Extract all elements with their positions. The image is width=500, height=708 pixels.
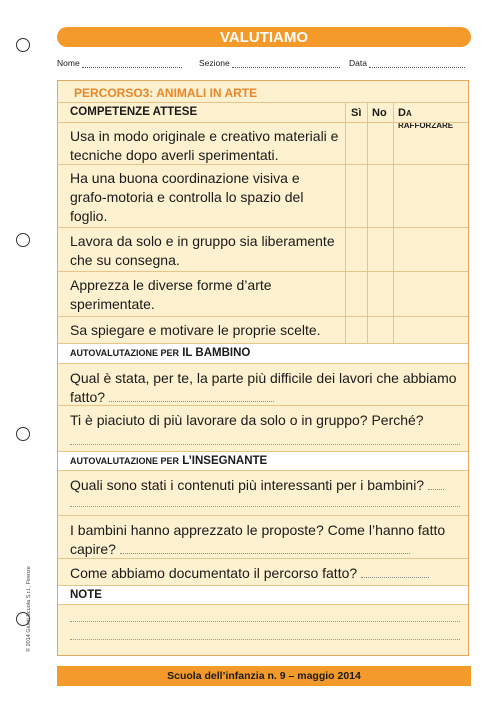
competenza-text: Lavora da solo e in gruppo sia liberamente che su consegna. xyxy=(70,233,335,268)
percorso-row xyxy=(58,81,468,102)
section-field[interactable] xyxy=(199,58,340,68)
competenza-text: Sa spiegare e motivare le proprie scelte. xyxy=(70,322,321,338)
checkbox-no[interactable] xyxy=(367,228,368,271)
evaluation-card xyxy=(57,80,469,656)
competenza-row xyxy=(58,164,468,227)
question-row[interactable] xyxy=(58,558,468,585)
binder-hole-3 xyxy=(16,427,30,441)
competenze-heading: COMPETENZE ATTESE xyxy=(70,106,198,118)
question-row[interactable] xyxy=(58,515,468,558)
competenza-row xyxy=(58,271,468,316)
question-row[interactable] xyxy=(58,363,468,405)
section-header-insegnante xyxy=(58,451,468,470)
checkbox-no[interactable] xyxy=(367,123,368,164)
date-label: Data xyxy=(349,58,367,68)
binder-hole-1 xyxy=(16,38,30,52)
percorso-title: PERCORSO3: ANIMALI IN ARTE xyxy=(74,86,258,100)
section-heading-small: AUTOVALUTAZIONE PER xyxy=(70,456,180,466)
checkbox-rafforzare[interactable] xyxy=(393,123,394,164)
question-text: Quali sono stati i contenuti più interessanti per i bambini? xyxy=(70,476,462,495)
checkbox-no[interactable] xyxy=(367,317,368,343)
section-header-bambino xyxy=(58,343,468,363)
name-field[interactable] xyxy=(57,58,182,68)
checkbox-rafforzare[interactable] xyxy=(393,165,394,227)
question-text: Qual è stata, per te, la parte più difficile dei lavori che abbiamo fatto? xyxy=(70,370,457,405)
competenza-row xyxy=(58,122,468,164)
binder-hole-2 xyxy=(16,233,30,247)
page-title: VALUTIAMO xyxy=(57,27,471,47)
competenza-text: Usa in modo originale e creativo materiali e tecniche dopo averli sperimentati. xyxy=(70,128,339,163)
competenza-row xyxy=(58,316,468,343)
footer: Scuola dell’infanzia n. 9 – maggio 2014 xyxy=(57,666,471,686)
question-row[interactable] xyxy=(58,470,468,515)
note-area[interactable] xyxy=(58,604,468,655)
competenza-text: Apprezza le diverse forme d’arte sperimentate. xyxy=(70,277,272,312)
col-si: Sì xyxy=(351,107,362,119)
section-heading-small: AUTOVALUTAZIONE PER xyxy=(70,348,180,358)
copyright: © 2014 Giunti Scuola S.r.l., Firenze xyxy=(26,566,32,652)
checkbox-rafforzare[interactable] xyxy=(393,317,394,343)
note-header xyxy=(58,585,468,604)
checkbox-si[interactable] xyxy=(345,317,346,343)
name-label: Nome xyxy=(57,58,80,68)
checkbox-si[interactable] xyxy=(345,228,346,271)
question-text: Ti è piaciuto di più lavorare da solo o in gruppo? Perché? xyxy=(70,412,424,428)
competenza-row xyxy=(58,227,468,271)
note-heading: NOTE xyxy=(70,589,102,601)
date-field[interactable] xyxy=(349,58,465,68)
question-text: I bambini hanno apprezzato le proposte? Come l’hanno fatto capire? xyxy=(70,522,446,557)
section-heading: IL BAMBINO xyxy=(182,347,251,359)
checkbox-si[interactable] xyxy=(345,123,346,164)
question-row[interactable] xyxy=(58,405,468,451)
col-no: No xyxy=(372,107,387,119)
checkbox-si[interactable] xyxy=(345,165,346,227)
section-heading: L’INSEGNANTE xyxy=(182,455,268,467)
header-fields xyxy=(57,58,471,70)
competenze-header-row xyxy=(58,102,468,130)
checkbox-no[interactable] xyxy=(367,272,368,316)
checkbox-rafforzare[interactable] xyxy=(393,228,394,271)
checkbox-si[interactable] xyxy=(345,272,346,316)
section-label: Sezione xyxy=(199,58,230,68)
col-rafforzare: DA RAFFORZARE xyxy=(398,107,454,130)
question-text: Come abbiamo documentato il percorso fatto? xyxy=(70,564,462,583)
competenza-text: Ha una buona coordinazione visiva e grafo-motoria e controlla lo spazio del foglio. xyxy=(70,170,304,224)
checkbox-rafforzare[interactable] xyxy=(393,272,394,316)
checkbox-no[interactable] xyxy=(367,165,368,227)
